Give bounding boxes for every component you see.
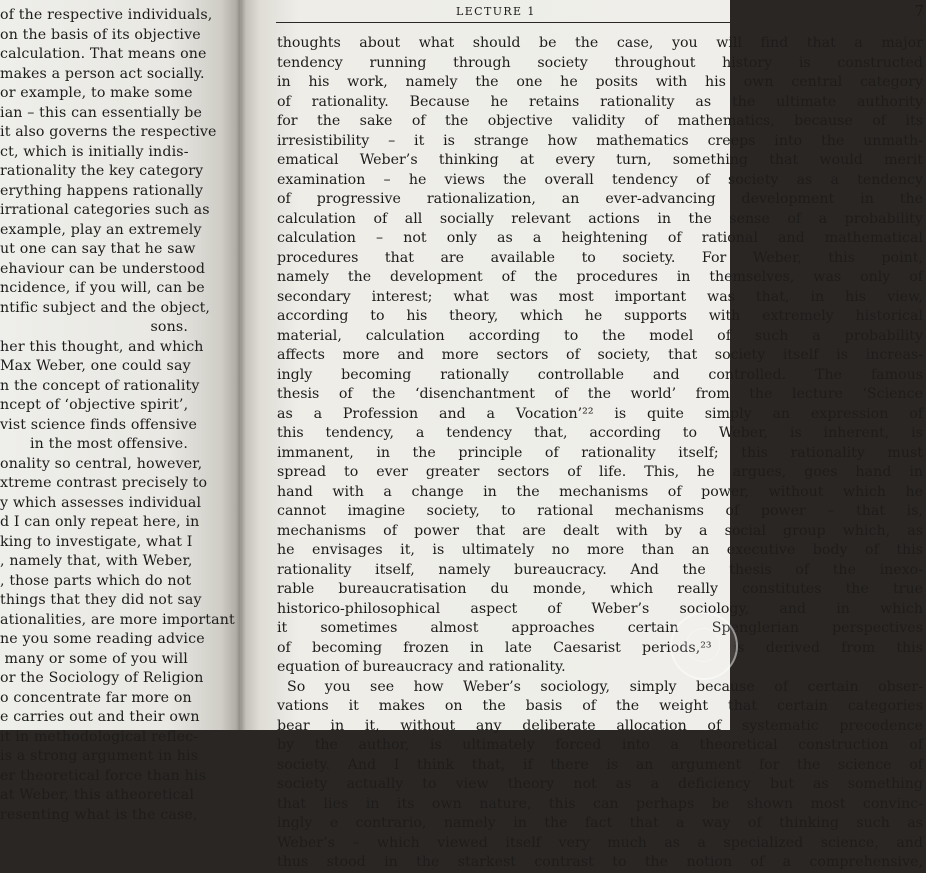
right-text-line: So you see how Weber’s sociology, simply because of certain obser- <box>287 678 923 695</box>
left-text-line: xtreme contrast precisely to <box>0 475 208 491</box>
right-text-line: vations it makes on the basis of the weight that certain categories <box>277 698 923 714</box>
left-text-line: ne you some reading advice <box>0 631 205 647</box>
right-text-line: that lies in its own nature, this can perhaps be shown most convinc- <box>277 795 923 812</box>
right-text-line: namely the development of the procedures in themselves, was only of <box>277 269 923 285</box>
right-text-line: rationality itself, namely bureaucracy. And the thesis of the inexo- <box>277 561 923 578</box>
right-text-line: bear in it, without any deliberate allocation of systematic precedence <box>277 717 923 734</box>
left-text-line: vist science finds offensive <box>0 416 197 433</box>
right-text-line: procedures that are available to society. For Weber, this point, <box>277 249 923 266</box>
left-text-line: irrational categories such as <box>0 202 210 218</box>
left-text-line: it in methodological reflec- <box>0 728 199 745</box>
right-text-line: by the author, is ultimately forced into a theoretical construction of <box>277 737 923 753</box>
right-text-line: society. And I think that, if there is an argument for the science of <box>277 756 923 773</box>
right-text-line: irresistibility – it is strange how mathematics creeps into the unmath- <box>277 132 923 149</box>
right-text-line: this tendency, a tendency that, according to Weber, is inherent, is <box>277 425 923 441</box>
book-gutter <box>236 0 246 730</box>
page-header <box>276 4 926 23</box>
left-text-line: example, play an extremely <box>0 221 202 238</box>
left-text-line: n the concept of rationality <box>0 377 200 394</box>
left-text-line: in the most offensive. <box>29 436 188 452</box>
left-text-line: it also governs the respective <box>0 124 217 140</box>
left-text-line: er theoretical force than his <box>0 767 207 784</box>
left-text-line: o concentrate far more on <box>0 689 192 706</box>
right-page-text <box>277 34 923 873</box>
left-text-line: onality so central, however, <box>0 455 203 472</box>
right-text-line: it sometimes almost approaches certain Spenglerian perspectives <box>277 620 923 636</box>
right-page <box>240 0 924 870</box>
right-text-line: equation of bureaucracy and rationality. <box>277 659 566 675</box>
right-text-line: of rationality. Because he retains rationality as the ultimate authority <box>277 93 923 110</box>
left-text-line: resenting what is the case, <box>0 806 198 823</box>
left-text-line: ian – this can essentially be <box>0 104 203 121</box>
left-text-line: ationalities, are more important <box>0 611 235 628</box>
right-text-line: hand with a change in the mechanisms of power, without which he <box>277 483 923 500</box>
right-text-line: thesis of the ‘disenchantment of the world’ from the lecture ‘Science <box>277 386 923 402</box>
page-number: 7 <box>914 2 924 20</box>
right-text-line: rable bureaucratisation du monde, which really constitutes the true <box>277 581 923 597</box>
left-text-line: or example, to make some <box>0 85 193 101</box>
left-text-line: ncept of ‘objective spirit’, <box>0 397 189 413</box>
right-text-line: society actually to view theory not as a deficiency but as something <box>277 776 923 792</box>
right-text-line: ingly e contrario, namely in the fact that a way of thinking such as <box>277 815 923 831</box>
right-text-line: secondary interest; what was most important was that, in his view, <box>277 288 923 305</box>
right-text-line: cannot imagine society, to rational mechanisms of power – that is, <box>277 503 923 519</box>
watermark-logo <box>670 612 738 680</box>
right-text-line: Weber’s – which viewed itself very much as a specialized science, and <box>277 834 923 851</box>
right-text-line: as a Profession and a Vocation’²² is quite simply an expression of <box>277 405 923 422</box>
left-text-line: e carries out and their own <box>0 709 200 725</box>
left-text-line: , namely that, with Weber, <box>0 553 193 569</box>
left-page-text <box>0 6 240 825</box>
right-text-line: historico-philosophical aspect of Weber’s sociology, and in which <box>277 600 923 617</box>
right-text-line: thoughts about what should be the case, you will find that a major <box>277 35 923 51</box>
left-text-line: makes a person act socially. <box>0 65 205 82</box>
right-text-line: spread to ever greater sectors of life. This, he argues, goes hand in <box>277 464 923 480</box>
left-text-line: sons. <box>150 319 188 335</box>
right-text-line: of progressive rationalization, an ever-advancing development in the <box>277 191 923 207</box>
left-text-line: is a strong argument in his <box>0 748 199 764</box>
right-text-line: he envisages it, is ultimately no more than an executive body of this <box>277 542 923 558</box>
left-text-line: rationality the key category <box>0 163 204 179</box>
left-text-line: ntific subject and the object, <box>0 299 211 316</box>
left-text-line: ct, which is initially indis- <box>0 143 189 160</box>
right-text-line: immanent, in the principle of rationality itself; this rationality must <box>277 444 923 461</box>
left-text-line: erything happens rationally <box>0 182 204 199</box>
left-page <box>0 0 240 823</box>
right-text-line: examination – he views the overall tendency of society as a tendency <box>277 171 923 188</box>
left-text-line: on the basis of its objective <box>0 26 201 43</box>
left-text-line: ut one can say that he saw <box>0 241 196 257</box>
left-text-line: of the respective individuals, <box>0 7 213 23</box>
right-text-line: tendency running through society throughout history is constructed <box>277 54 923 71</box>
left-text-line: king to investigate, what I <box>0 533 193 550</box>
left-text-line: Max Weber, one could say <box>0 358 191 374</box>
left-text-line: , those parts which do not <box>0 572 192 589</box>
left-text-line: her this thought, and which <box>0 338 204 355</box>
right-text-line: in his work, namely the one he posits with his own central category <box>277 74 923 90</box>
left-text-line: or the Sociology of Religion <box>0 670 204 686</box>
left-text-line: at Weber, this atheoretical <box>0 787 195 803</box>
running-head: LECTURE 1 <box>456 5 536 18</box>
right-text-line: calculation of all socially relevant actions in the sense of a probability <box>277 210 923 227</box>
right-text-line: of becoming frozen in late Caesarist periods,²³ is derived from this <box>277 639 923 656</box>
right-text-line: thus stood in the starkest contrast to the notion of a comprehensive, <box>277 854 923 870</box>
left-text-line: d I can only repeat here, in <box>0 514 200 530</box>
left-text-line: calculation. That means one <box>0 46 207 62</box>
right-text-line: affects more and more sectors of society, that society itself is increas- <box>277 347 923 363</box>
left-text-line: many or some of you will <box>4 650 188 667</box>
right-text-line: for the sake of the objective validity of mathematics, because of its <box>277 113 923 129</box>
right-text-line: material, calculation according to the model of such a probability <box>277 327 923 344</box>
left-text-line: ncidence, if you will, can be <box>0 280 205 296</box>
left-text-line: things that they did not say <box>0 592 202 608</box>
right-text-line: calculation – not only as a heightening of rational and mathematical <box>277 230 923 246</box>
left-text-line: ehaviour can be understood <box>0 260 206 277</box>
right-text-line: ingly becoming rationally controllable and controlled. The famous <box>277 366 923 383</box>
left-text-line: y which assesses individual <box>0 494 202 511</box>
right-text-line: mechanisms of power that are dealt with by a social group which, as <box>277 522 923 539</box>
right-text-line: according to his theory, which he supports with extremely historical <box>277 308 923 324</box>
right-text-line: ematical Weber’s thinking at every turn, something that would merit <box>277 152 923 168</box>
